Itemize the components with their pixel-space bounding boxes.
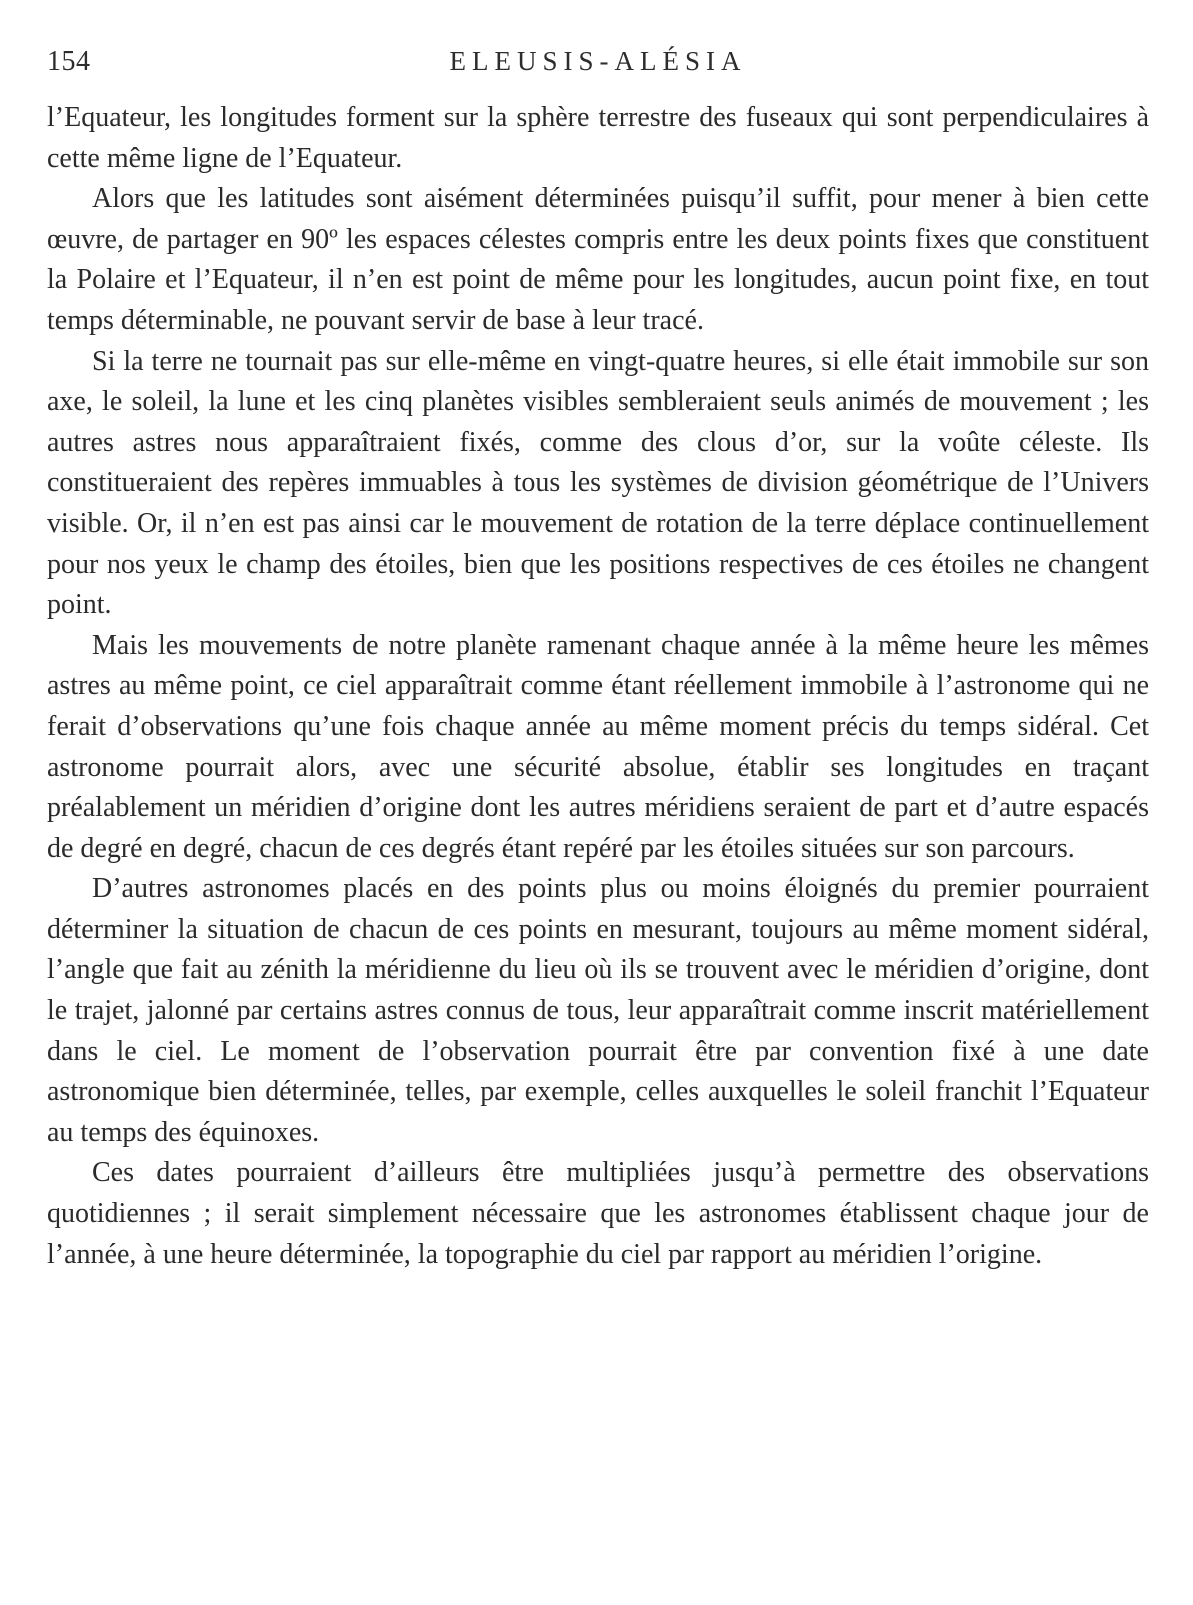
body-text bbox=[47, 98, 1149, 1275]
paragraph: Alors que les latitudes sont aisément déterminées puisqu’il suffit, pour mener à bien cette œuvre, de partager en 90º les espaces célestes compris entre les deux points fixes que constituent la Polaire et l’Equateur, il n’en est point de même pour les longitudes, aucun point fixe, en tout temps déterminable, ne pouvant servir de base à leur tracé. bbox=[47, 183, 1149, 336]
paragraph: Si la terre ne tournait pas sur elle-même en vingt-quatre heures, si elle était immobile sur son axe, le soleil, la lune et les cinq planètes visibles sembleraient seuls animés de mouvement ; les autres astres nous apparaîtraient fixés, comme des clous d’or, sur la voûte céleste. Ils constitueraient des repères immuables à tous les systèmes de division géométrique de l’Univers visible. Or, il n’en est pas ainsi car le mouvement de rotation de la terre déplace continuellement pour nos yeux le champ des étoiles, bien que les positions respectives de ces étoiles ne changent point. bbox=[47, 345, 1149, 621]
paragraph-continued: l’Equateur, les longitudes forment sur la sphère terrestre des fuseaux qui sont perpendiculaires à cette même ligne de l’Equateur. bbox=[47, 102, 1149, 174]
paragraph: Ces dates pourraient d’ailleurs être multipliées jusqu’à permettre des observations quotidiennes ; il serait simplement nécessaire que les astronomes établissent chaque jour de l’année, à une heure déterminée, la topographie du ciel par rapport au méridien l’origine. bbox=[47, 1157, 1149, 1270]
page-number: 154 bbox=[47, 46, 91, 77]
page-header bbox=[47, 40, 1149, 96]
paragraph: D’autres astronomes placés en des points plus ou moins éloignés du premier pourraient déterminer la situation de chacun de ces points en mesurant, toujours au même moment sidéral, l’angle que fait au zénith la méridienne du lieu où ils se trouvent avec le méridien d’origine, dont le trajet, jalonné par certains astres connus de tous, leur apparaîtrait comme inscrit matériellement dans le ciel. Le moment de l’observation pourrait être par convention fixé à une date astronomique bien déterminée, telles, par exemple, celles auxquelles le soleil franchit l’Equateur au temps des équinoxes. bbox=[47, 873, 1149, 1148]
running-title: ELEUSIS-ALÉSIA bbox=[449, 46, 747, 76]
paragraph: Mais les mouvements de notre planète ramenant chaque année à la même heure les mêmes astres au même point, ce ciel apparaîtrait comme étant réellement immobile à l’astronome qui ne ferait d’observations qu’une fois chaque année au même moment précis du temps sidéral. Cet astronome pourrait alors, avec une sécurité absolue, établir ses longitudes en traçant préalablement un méridien d’origine dont les autres méridiens seraient de part et d’autre espacés de degré en degré, chacun de ces degrés étant repéré par les étoiles situées sur son parcours. bbox=[47, 629, 1149, 864]
book-page bbox=[47, 40, 1149, 1275]
